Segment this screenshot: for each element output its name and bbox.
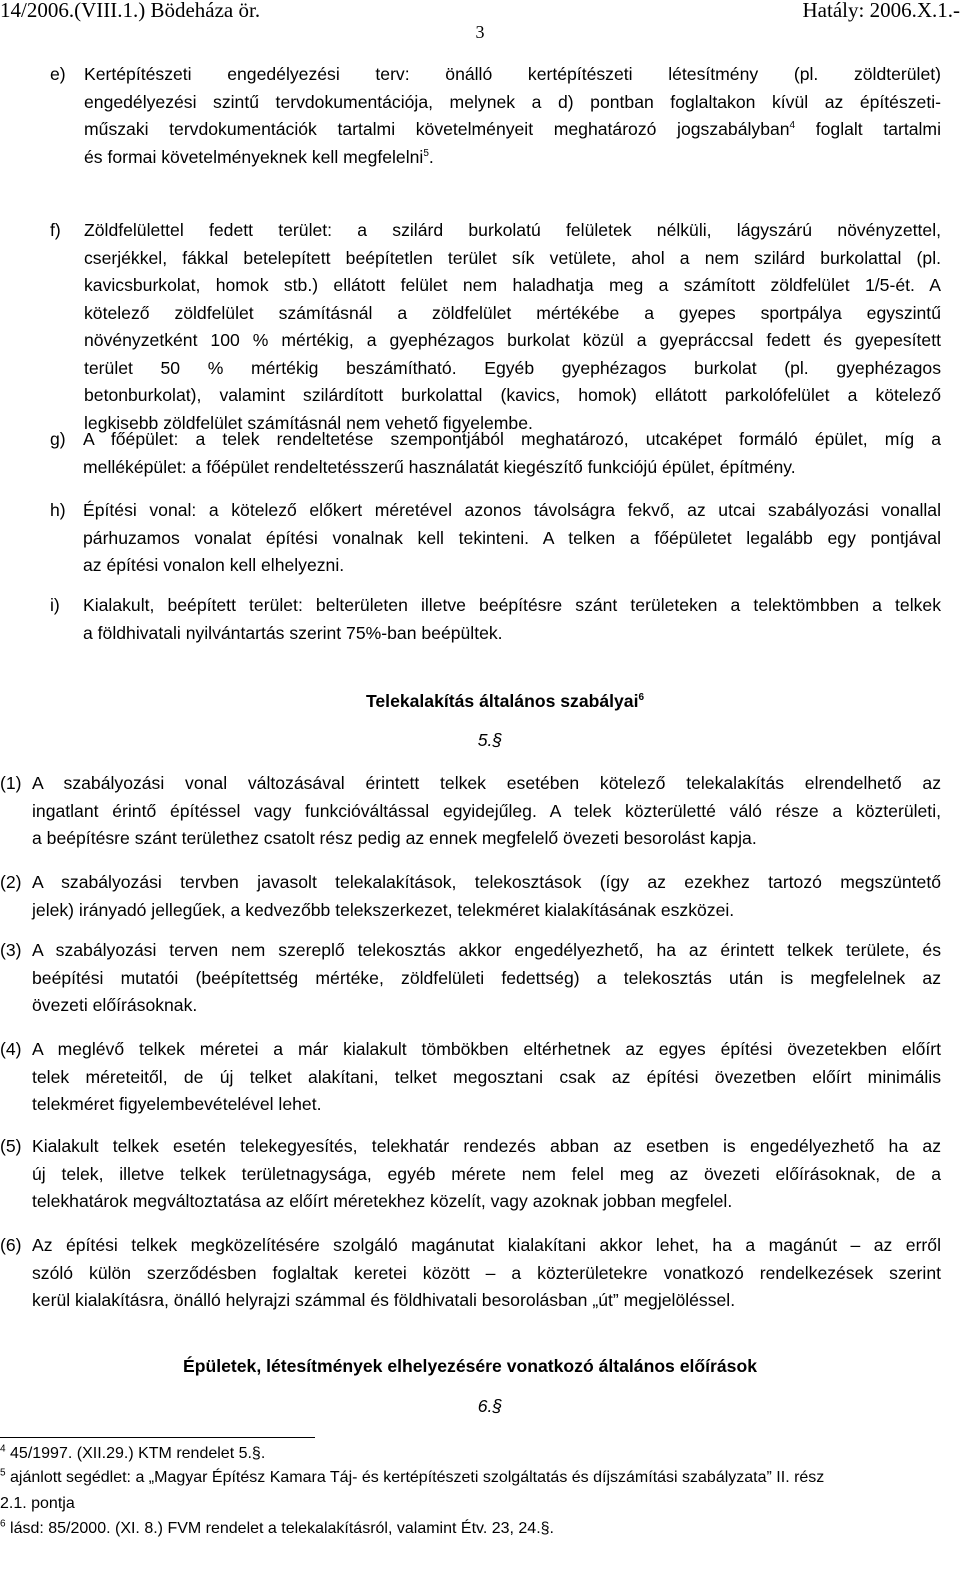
paragraph-label: (1) <box>0 773 22 793</box>
text-line: terület 50 % mértékig beszámítható. Egyéb gyephézagos burkolat (pl. gyephézagos <box>84 357 941 378</box>
text-line: melléképület: a főépület rendeltetésszerű használatát kiegészítő funkciójú épület, építmény. <box>83 456 796 477</box>
text-line: szóló külön szerződésben foglaltak keretei között – a közterületekre vonatkozó rendelkezések szerint <box>32 1262 941 1283</box>
text-line: növényzetként 100 % mértékig, a gyephézagos burkolat közül a gyepráccsal fedett és gyepesített <box>84 330 941 350</box>
footnote-number: 4 <box>0 1443 6 1455</box>
text-line: A szabályozási terven nem szereplő telekosztás akkor engedélyezhető, ha az érintett telkek területe, és <box>32 940 941 960</box>
text-line: betonburkolat), valamint szilárdított burkolattal (kavics, homok) ellátott parkolófelület a kötelező <box>84 385 941 405</box>
text-line: a földhivatali nyilvántartás szerint 75%-ban beépültek. <box>83 622 503 643</box>
paragraph-label: (4) <box>0 1039 22 1059</box>
text-line: övezeti előírásoknak. <box>32 995 198 1015</box>
header-document-id: 14/2006.(VIII.1.) Bödeháza ör. <box>0 0 261 22</box>
text-line: ingatlant érintő építéssel vagy funkcióváltással egyidejűleg. A telek közterületté váló része a közterületi, <box>32 800 941 821</box>
item-label: i) <box>50 595 60 615</box>
text-line: beépítési mutatói (beépítettség mértéke, zöldfelületi fedettség) a telekosztás után is megfelelnek az <box>32 967 941 988</box>
header-validity: Hatály: 2006.X.1.- <box>802 0 960 22</box>
footnote-6: $^6$ lásd: 85/2000. (XI. 8.) FVM rendelet a telekalakításról, valamint Étv. 23, 24.§. <box>0 1518 554 1537</box>
text-line: és formai követelményeknek kell megfelelni$^5$. <box>84 146 434 167</box>
text-line: telekhatárok megváltoztatása az előírt méretekhez közelít, vagy azoknak jobban megfelel. <box>32 1191 733 1211</box>
text-line: Építési vonal: a kötelező előkert méretével azonos távolságra fekvő, az utcai szabályozási vonallal <box>83 500 941 520</box>
item-label: f) <box>50 220 61 240</box>
text-line: A szabályozási vonal változásával érintett telkek esetében kötelező telekalakítás elrendelhető az <box>32 773 941 793</box>
item-label: g) <box>50 429 66 449</box>
text-line: Kialakult, beépített terület: belterületen illetve beépítésre szánt területeken a telektömbben a telkek <box>83 595 941 615</box>
text-line: kavicsburkolat, homok stb.) ellátott felület nem haladhatja meg a számított zöldfelület 1/5-ét. A <box>84 275 941 295</box>
paragraph-label: (5) <box>0 1136 22 1156</box>
text-line: jelek) irányadó jellegűek, a kedvezőbb telekszerkezet, telekméret kialakításának eszközei. <box>32 899 735 920</box>
text-line: kötelező zöldfelület számításnál a zöldfelület mértékébe a gyepes sportpálya egyszintű <box>84 302 941 323</box>
item-label: h) <box>50 500 66 520</box>
text-line: telek méreteitől, de új telket alakítani, telket megosztani csak az építési övezetben előírt minimális <box>32 1066 941 1087</box>
text-line: telekméret figyelembevételével lehet. <box>32 1094 322 1114</box>
text-line: a beépítésre szánt területhez csatolt rész pedig az ennek megfelelő övezeti besorolást kapja. <box>32 828 757 848</box>
footnote-5-continued: 2.1. pontja <box>0 1495 75 1512</box>
section-heading: Épületek, létesítmények elhelyezésére vonatkozó általános előírások <box>182 1356 757 1376</box>
text-line: engedélyezési szintű tervdokumentációja, melynek a d) pontban foglaltakon kívül az építészeti- <box>84 91 941 112</box>
footnote-ref: 5 <box>423 147 429 159</box>
footnote-5: $^5$ ajánlott segédlet: a „Magyar Építész Kamara Táj- és kertépítészeti szolgáltatás és díjszámítási szabályzata” II. rész <box>0 1467 825 1486</box>
text-line: A szabályozási tervben javasolt telekalakítások, telekosztások (így az ezekhez tartozó megszüntető <box>32 872 941 892</box>
footnote-separator <box>0 1437 315 1438</box>
text-line: Az építési telkek megközelítésére szolgáló magánutat kialakítani akkor lehet, ha a magánút – az erről <box>32 1235 941 1255</box>
text-line: az építési vonalon kell elhelyezni. <box>83 555 345 575</box>
section-number: 6.§ <box>477 1396 503 1416</box>
paragraph-label: (2) <box>0 872 22 892</box>
footnote-ref: 4 <box>789 120 796 132</box>
paragraph-label: (6) <box>0 1235 22 1255</box>
text-line: műszaki tervdokumentációk tartalmi követelményeit meghatározó jogszabályban$^4$ foglalt tartalmi <box>84 119 941 139</box>
item-label: e) <box>50 64 66 84</box>
text-line: Zöldfelülettel fedett terület: a szilárd burkolatú felületek nélküli, lágyszárú növényzettel, <box>84 220 941 240</box>
text-line: legkisebb zöldfelület számításnál nem vehető figyelembe. <box>84 412 533 433</box>
text-line: A meglévő telkek méretei a már kialakult tömbökben eltérhetnek az egyes építési övezetekben előírt <box>32 1039 941 1059</box>
text-line: cserjékkel, fákkal betelepített beépítetlen terület sík vetülete, ahol a nem szilárd burkolattal (pl. <box>84 247 941 268</box>
text-line: új telek, illetve telkek területnagysága, egyéb mérete nem felel meg az övezeti előírásoknak, de a <box>32 1163 941 1184</box>
footnote-number: 5 <box>0 1467 6 1479</box>
text-line: kerül kialakításra, önálló helyrajzi számmal és földhivatali besorolásban „út” megjelöléssel. <box>32 1290 736 1310</box>
footnote-number: 6 <box>0 1518 6 1530</box>
page-header <box>0 0 960 22</box>
text-line: párhuzamos vonalat építési vonalnak kell tekinteni. A telken a főépületet legalább egy pontjával <box>83 527 941 548</box>
text-line: A főépület: a telek rendeltetése szempontjából meghatározó, utcaképet formáló épület, míg a <box>83 429 941 449</box>
footnote-4: $^4$ 45/1997. (XII.29.) KTM rendelet 5.§. <box>0 1443 266 1462</box>
section-heading: Telekalakítás általános szabályai$^6$ <box>365 691 645 711</box>
text-line: Kialakult telkek esetén telekegyesítés, telekhatár rendezés abban az esetben is engedélyezhető ha az <box>32 1136 941 1156</box>
paragraph-label: (3) <box>0 940 22 960</box>
section-number: 5.§ <box>477 730 503 750</box>
page-number: 3 <box>475 22 485 42</box>
footnote-ref: 6 <box>638 692 645 704</box>
text-line: Kertépítészeti engedélyezési terv: önálló kertépítészeti létesítmény (pl. zöldterület) <box>84 64 941 84</box>
